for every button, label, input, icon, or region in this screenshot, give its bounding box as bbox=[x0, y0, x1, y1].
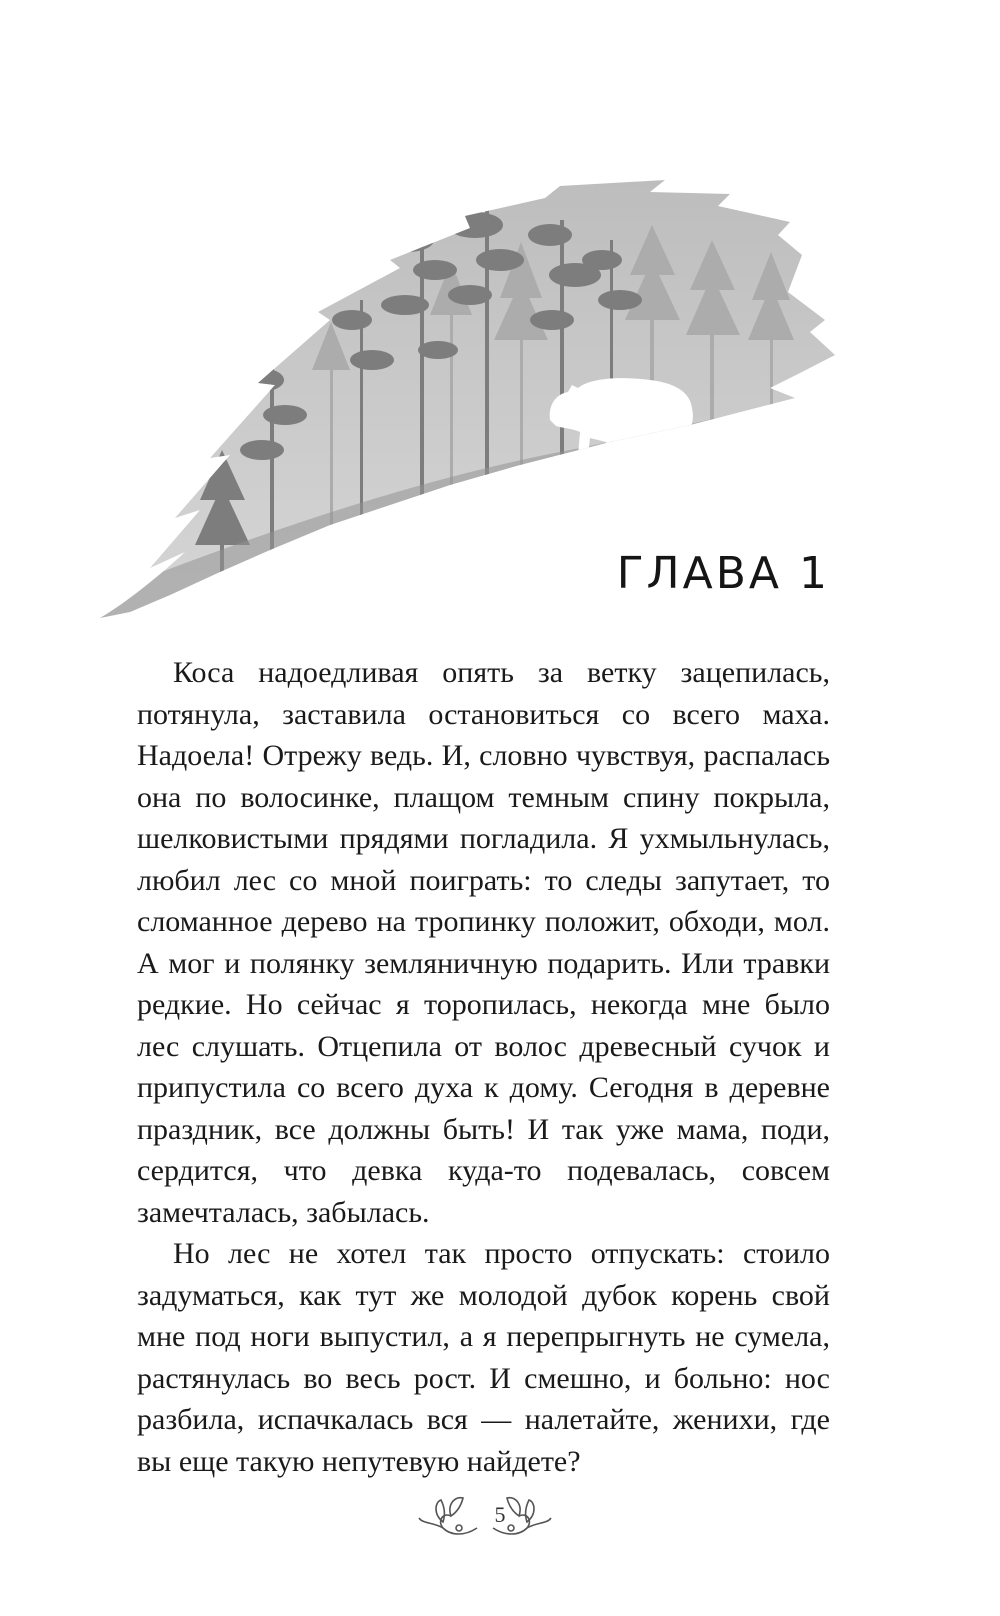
leaf-ornament-icon bbox=[485, 1488, 555, 1544]
chapter-body bbox=[137, 652, 830, 1482]
paragraph-1: Коса надоедливая опять за ветку зацепилась, потянула, заставила остановиться со всего маха. Надоела! Отрежу ведь. И, словно чувствуя, распалась она по волосинке, плащом темным спину покрыла, шелковистыми прядями погладила. Я ухмыльнулась, любил лес со мной поиграть: то следы запутает, то сломанное дерево на тропинку положит, обходи, мол. А мог и полянку земляничную подарить. Или травки редкие. Но сейчас я торопилась, некогда мне было лес слушать. Отцепила от волос древесный сучок и припустила со всего духа к дому. Сегодня в деревне праздник, все должны быть! И так уже мама, поди, сердится, что девка куда-то подевалась, совсем замечталась, забылась. bbox=[137, 656, 830, 1229]
chapter-title: ГЛАВА 1 bbox=[616, 548, 830, 599]
page-number: 5 bbox=[494, 1502, 506, 1527]
paragraph-2: Но лес не хотел так просто отпускать: стоило задуматься, как тут же молодой дубок корень свой мне под ноги выпустил, а я перепрыгнуть не сумела, растянулась во весь рост. И смешно, и больно: нос разбила, испачкалась вся — налетайте, женихи, где вы еще такую непутевую найдете? bbox=[137, 1237, 830, 1478]
page-footer bbox=[0, 1480, 1000, 1550]
